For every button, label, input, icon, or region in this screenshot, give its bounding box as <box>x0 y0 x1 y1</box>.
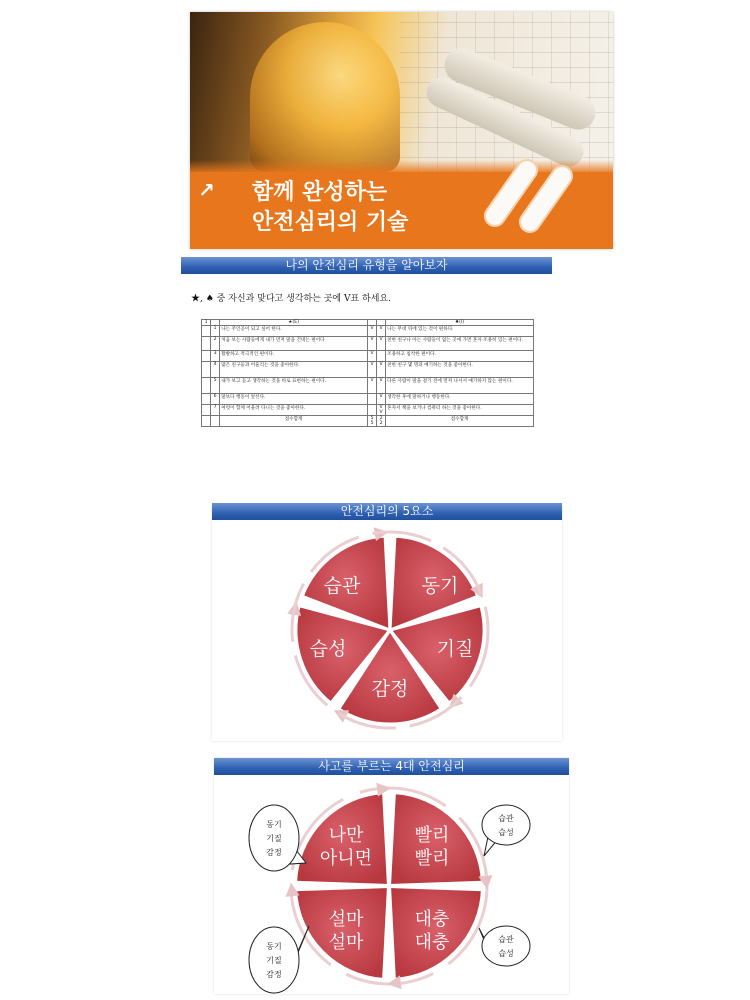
quadrant-line2: 대충 <box>414 932 450 953</box>
blank <box>202 337 211 351</box>
bubble-text: 기질 <box>266 956 282 965</box>
statement-i: 다른 사람이 말을 걸기 전에 먼저 나서서 얘기하지 않는 편이다. <box>386 378 534 394</box>
five-elements-diagram <box>212 505 562 741</box>
four-psych-diagram <box>214 758 569 994</box>
mark-e: V <box>367 378 376 394</box>
cover-title <box>252 178 408 238</box>
blank <box>202 405 211 416</box>
mark-e: V <box>367 351 376 362</box>
statement-i: 나는 무대 뒤에 있는 것이 편하다. <box>386 326 534 337</box>
cover-title-line1: 함께 완성하는 <box>252 180 388 205</box>
row-num: 6 <box>211 394 220 405</box>
table-total-row <box>202 416 534 427</box>
statement-e: 여럿이 함께 어울려 다니는 것을 좋아한다. <box>220 405 368 416</box>
segment-label: 기질 <box>436 638 474 660</box>
blank <box>202 394 211 405</box>
quadrant-3 <box>387 886 483 989</box>
bubble-text: 습관 <box>498 814 514 823</box>
table-row <box>202 378 534 394</box>
statement-i: 조용하고 침착한 편이다. <box>386 351 534 362</box>
quadrant-line1: 빨리 <box>414 825 450 846</box>
mark-i: V <box>377 326 386 337</box>
blank <box>202 362 211 378</box>
mark-i: V <box>377 378 386 394</box>
statement-e: 말보다 행동이 앞선다. <box>220 394 368 405</box>
type-test-slide <box>181 257 552 493</box>
row-num: 7 <box>211 405 220 416</box>
total-label-a: 점수합계 <box>220 416 368 427</box>
total-blank <box>202 416 211 427</box>
mark-i: V <box>377 362 386 378</box>
total-label-b: 점수합계 <box>386 416 534 427</box>
statement-i: 친한 친구 몇 명과 얘기하는 것을 좋아한다. <box>386 362 534 378</box>
row-num: 5 <box>211 378 220 394</box>
segment-label: 습관 <box>323 575 361 597</box>
header-i: ♠(I) <box>386 320 534 326</box>
header-num: 1 <box>202 320 211 326</box>
header-e: ★(E) <box>220 320 368 326</box>
four-psych-slide <box>214 758 569 994</box>
type-table <box>201 319 534 427</box>
statement-i: 친한 친구나 아는 사람들이 없는 곳에 가면 혼자 조용히 있는 편이다. <box>386 337 534 351</box>
blank <box>202 326 211 337</box>
callout-bubble <box>479 926 530 966</box>
quadrant-line2: 설마 <box>328 932 364 953</box>
score-b: 2 2 <box>377 416 386 427</box>
slide-header: 나의 안전심리 유형을 알아보자 <box>181 257 552 274</box>
mark-i: V <box>377 394 386 405</box>
mark-i: V <box>377 337 386 351</box>
segment-label: 동기 <box>421 575 459 597</box>
bubble-text: 감정 <box>266 848 282 857</box>
bubble-text: 습성 <box>498 949 514 958</box>
blank <box>202 351 211 362</box>
mark-e: V <box>367 337 376 351</box>
cover-title-line2: 안전심리의 기술 <box>252 210 409 235</box>
score-a: 5 5 <box>367 416 376 427</box>
statement-i: 혼자서 책을 보거나 컴퓨터 하는 것을 좋아한다. <box>386 405 534 416</box>
quadrant-line1: 대충 <box>414 909 450 930</box>
total-blank <box>211 416 220 427</box>
quadrant-line2: 아니면 <box>319 848 373 869</box>
cover-slide <box>190 12 613 249</box>
table-row <box>202 326 534 337</box>
bubble-text: 감정 <box>266 970 282 979</box>
row-num: 1 <box>211 326 220 337</box>
mark-e <box>367 394 376 405</box>
bubble-text: 동기 <box>266 820 282 829</box>
bubble-text: 기질 <box>266 834 282 843</box>
table-row <box>202 337 534 351</box>
row-num: 2 <box>211 337 220 351</box>
hardhat-image <box>250 22 400 172</box>
row-num: 3 <box>211 351 220 362</box>
callout-bubble <box>249 926 309 993</box>
slide-header: 사고를 부르는 4대 안전심리 <box>214 758 569 775</box>
mark-e: V <box>367 326 376 337</box>
statement-e: 활발하고 적극적인 편이다. <box>220 351 368 362</box>
table-row <box>202 351 534 362</box>
five-elements-slide <box>212 505 562 741</box>
bubble-text: 습성 <box>498 828 514 837</box>
bubble-text: 습관 <box>498 935 514 944</box>
statement-e: 처음 보는 사람들에게 내가 먼저 말을 건네는 편이다 <box>220 337 368 351</box>
arrow-up-right-icon: ↗ <box>198 178 215 202</box>
slide-header: 안전심리의 5요소 <box>212 503 562 520</box>
callout-bubble <box>482 805 530 856</box>
table-row <box>202 362 534 378</box>
instruction-text: ★, ♠ 중 자신과 맞다고 생각하는 곳에 V표 하세요. <box>191 294 391 304</box>
mark-e <box>367 405 376 416</box>
segment-label: 감정 <box>371 678 409 700</box>
quadrant-line2: 빨리 <box>414 848 450 869</box>
mark-i <box>377 351 386 362</box>
bubble-text: 동기 <box>266 942 282 951</box>
statement-e: 내가 보고 듣고 생각하는 것을 바로 표현하는 편이다. <box>220 378 368 394</box>
callout-bubble <box>249 805 306 871</box>
table-row <box>202 394 534 405</box>
blank <box>202 378 211 394</box>
mark-i: V V <box>377 405 386 416</box>
mark-e: V <box>367 362 376 378</box>
quadrant-line1: 설마 <box>328 909 364 930</box>
row-num: 4 <box>211 362 220 378</box>
statement-e: 나는 주인공이 되고 싶어 한다. <box>220 326 368 337</box>
statement-e: 많은 친구들과 어울리는 것을 좋아한다. <box>220 362 368 378</box>
table-row <box>202 405 534 416</box>
segment-label: 습성 <box>309 638 347 660</box>
quadrant-line1: 나만 <box>328 825 364 846</box>
statement-i: 생각한 후에 말하거나 행동한다. <box>386 394 534 405</box>
